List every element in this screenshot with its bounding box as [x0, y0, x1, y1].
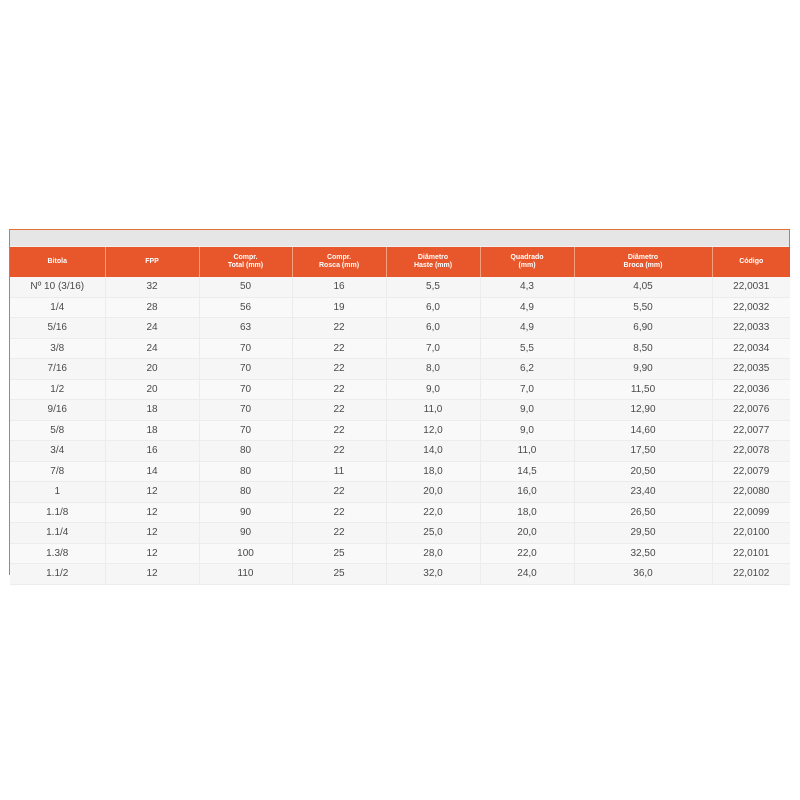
- table-cell-fpp: 12: [105, 482, 199, 503]
- table-cell-fpp: 16: [105, 441, 199, 462]
- table-cell-codigo: 22,0079: [712, 461, 790, 482]
- table-cell-bitola: 3/4: [10, 441, 105, 462]
- table-cell-compr-total: 70: [199, 420, 292, 441]
- table-cell-bitola: 5/16: [10, 318, 105, 339]
- table-cell-quadrado: 16,0: [480, 482, 574, 503]
- table-cell-fpp: 14: [105, 461, 199, 482]
- table-cell-compr-rosca: 19: [292, 297, 386, 318]
- table-row: [10, 318, 790, 339]
- table-cell-compr-total: 70: [199, 400, 292, 421]
- table-cell-compr-rosca: 22: [292, 420, 386, 441]
- table-cell-diametro-broca: 26,50: [574, 502, 712, 523]
- table-cell-fpp: 20: [105, 379, 199, 400]
- table-cell-diametro-broca: 4,05: [574, 277, 712, 297]
- table-cell-fpp: 24: [105, 338, 199, 359]
- table-cell-codigo: 22,0031: [712, 277, 790, 297]
- table-row: [10, 420, 790, 441]
- table-cell-compr-total: 80: [199, 482, 292, 503]
- table-cell-diametro-broca: 32,50: [574, 543, 712, 564]
- table-cell-codigo: 22,0080: [712, 482, 790, 503]
- column-header-line: Rosca (mm): [318, 262, 360, 269]
- column-header-diametro-haste: [386, 247, 480, 277]
- table-cell-diametro-broca: 9,90: [574, 359, 712, 380]
- column-header-compr-rosca: [292, 247, 386, 277]
- column-header-bitola: [10, 247, 105, 277]
- table-cell-fpp: 28: [105, 297, 199, 318]
- table-cell-fpp: 18: [105, 400, 199, 421]
- column-header-fpp: [105, 247, 199, 277]
- table-cell-fpp: 12: [105, 564, 199, 585]
- column-header-quadrado: [480, 247, 574, 277]
- column-header-line: Código: [739, 258, 764, 265]
- table-cell-quadrado: 18,0: [480, 502, 574, 523]
- table-cell-quadrado: 7,0: [480, 379, 574, 400]
- table-body: [10, 277, 790, 584]
- table-cell-codigo: 22,0035: [712, 359, 790, 380]
- table-cell-compr-rosca: 22: [292, 379, 386, 400]
- table-row: [10, 338, 790, 359]
- table-cell-quadrado: 20,0: [480, 523, 574, 544]
- table-cell-diametro-haste: 22,0: [386, 502, 480, 523]
- table-cell-diametro-haste: 20,0: [386, 482, 480, 503]
- table-cell-bitola: 7/16: [10, 359, 105, 380]
- table-row: [10, 277, 790, 297]
- column-header-diametro-broca: [574, 247, 712, 277]
- table-cell-bitola: 1.1/2: [10, 564, 105, 585]
- table-cell-compr-total: 80: [199, 441, 292, 462]
- column-header-line: Diâmetro: [417, 254, 449, 261]
- header-row: [10, 247, 790, 277]
- table-cell-diametro-broca: 29,50: [574, 523, 712, 544]
- table-cell-compr-rosca: 22: [292, 400, 386, 421]
- table-cell-compr-rosca: 22: [292, 482, 386, 503]
- table-cell-codigo: 22,0099: [712, 502, 790, 523]
- table-cell-quadrado: 4,3: [480, 277, 574, 297]
- column-header-line: Bitola: [47, 258, 67, 265]
- table-cell-compr-total: 63: [199, 318, 292, 339]
- table-cell-fpp: 32: [105, 277, 199, 297]
- table-cell-quadrado: 5,5: [480, 338, 574, 359]
- table-cell-compr-rosca: 22: [292, 523, 386, 544]
- table-cell-codigo: 22,0032: [712, 297, 790, 318]
- table-cell-quadrado: 4,9: [480, 297, 574, 318]
- table-cell-compr-total: 56: [199, 297, 292, 318]
- table-cell-compr-total: 100: [199, 543, 292, 564]
- table-row: [10, 400, 790, 421]
- column-header-line: Total (mm): [227, 262, 264, 269]
- table-cell-diametro-haste: 5,5: [386, 277, 480, 297]
- table-cell-diametro-broca: 36,0: [574, 564, 712, 585]
- table-cell-diametro-haste: 6,0: [386, 318, 480, 339]
- table-cell-quadrado: 22,0: [480, 543, 574, 564]
- table-cell-compr-total: 70: [199, 338, 292, 359]
- table-row: [10, 543, 790, 564]
- table-cell-diametro-haste: 11,0: [386, 400, 480, 421]
- spec-table-container: [9, 229, 790, 580]
- column-header-compr-total: [199, 247, 292, 277]
- table-cell-fpp: 12: [105, 502, 199, 523]
- table-row: [10, 359, 790, 380]
- column-header-line: Compr.: [233, 254, 258, 261]
- table-cell-diametro-broca: 5,50: [574, 297, 712, 318]
- table-cell-codigo: 22,0078: [712, 441, 790, 462]
- table-cell-quadrado: 6,2: [480, 359, 574, 380]
- table-cell-diametro-haste: 25,0: [386, 523, 480, 544]
- column-header-line: (mm): [518, 262, 536, 269]
- table-cell-bitola: 1/4: [10, 297, 105, 318]
- table-cell-codigo: 22,0100: [712, 523, 790, 544]
- column-header-line: Diâmetro: [627, 254, 659, 261]
- table-cell-diametro-broca: 14,60: [574, 420, 712, 441]
- table-cell-bitola: 1.1/4: [10, 523, 105, 544]
- table-cell-diametro-haste: 8,0: [386, 359, 480, 380]
- table-cell-diametro-haste: 18,0: [386, 461, 480, 482]
- table-cell-compr-rosca: 22: [292, 359, 386, 380]
- table-cell-fpp: 18: [105, 420, 199, 441]
- table-row: [10, 441, 790, 462]
- table-cell-bitola: 5/8: [10, 420, 105, 441]
- table-row: [10, 379, 790, 400]
- table-cell-bitola: 1.1/8: [10, 502, 105, 523]
- table-cell-codigo: 22,0101: [712, 543, 790, 564]
- table-cell-compr-total: 80: [199, 461, 292, 482]
- table-cell-compr-total: 110: [199, 564, 292, 585]
- column-header-line: Quadrado: [510, 254, 544, 261]
- table-cell-diametro-haste: 9,0: [386, 379, 480, 400]
- table-cell-quadrado: 4,9: [480, 318, 574, 339]
- table-cell-diametro-broca: 11,50: [574, 379, 712, 400]
- table-cell-diametro-haste: 6,0: [386, 297, 480, 318]
- table-cell-codigo: 22,0036: [712, 379, 790, 400]
- column-header-line: Compr.: [326, 254, 352, 261]
- table-cell-bitola: 1/2: [10, 379, 105, 400]
- column-header-codigo: [712, 247, 790, 277]
- table-cell-diametro-broca: 8,50: [574, 338, 712, 359]
- table-cell-quadrado: 9,0: [480, 420, 574, 441]
- table-cell-codigo: 22,0034: [712, 338, 790, 359]
- table-row: [10, 523, 790, 544]
- table-cell-compr-rosca: 22: [292, 441, 386, 462]
- table-cell-fpp: 12: [105, 543, 199, 564]
- table-cell-fpp: 20: [105, 359, 199, 380]
- table-cell-compr-rosca: 22: [292, 318, 386, 339]
- table-cell-bitola: 1.3/8: [10, 543, 105, 564]
- table-cell-diametro-broca: 23,40: [574, 482, 712, 503]
- table-cell-codigo: 22,0076: [712, 400, 790, 421]
- table-header: [10, 247, 790, 277]
- table-top-band: [10, 230, 789, 247]
- table-cell-codigo: 22,0102: [712, 564, 790, 585]
- table-cell-quadrado: 11,0: [480, 441, 574, 462]
- table-cell-compr-rosca: 22: [292, 502, 386, 523]
- column-header-line: Broca (mm): [623, 262, 663, 269]
- table-cell-compr-total: 90: [199, 502, 292, 523]
- table-cell-fpp: 12: [105, 523, 199, 544]
- table-cell-compr-rosca: 22: [292, 338, 386, 359]
- table-cell-compr-rosca: 25: [292, 564, 386, 585]
- table-cell-quadrado: 24,0: [480, 564, 574, 585]
- table-cell-quadrado: 14,5: [480, 461, 574, 482]
- table-cell-diametro-broca: 20,50: [574, 461, 712, 482]
- table-cell-bitola: 9/16: [10, 400, 105, 421]
- table-row: [10, 564, 790, 585]
- table-cell-compr-rosca: 25: [292, 543, 386, 564]
- table-row: [10, 502, 790, 523]
- table-cell-fpp: 24: [105, 318, 199, 339]
- table-cell-quadrado: 9,0: [480, 400, 574, 421]
- table-cell-bitola: Nº 10 (3/16): [10, 277, 105, 297]
- table-cell-diametro-broca: 6,90: [574, 318, 712, 339]
- table-cell-compr-total: 70: [199, 359, 292, 380]
- table-cell-bitola: 1: [10, 482, 105, 503]
- table-cell-diametro-broca: 12,90: [574, 400, 712, 421]
- table-cell-codigo: 22,0077: [712, 420, 790, 441]
- table-cell-diametro-haste: 12,0: [386, 420, 480, 441]
- table-cell-diametro-haste: 7,0: [386, 338, 480, 359]
- table-cell-diametro-haste: 32,0: [386, 564, 480, 585]
- table-row: [10, 461, 790, 482]
- table-cell-compr-total: 70: [199, 379, 292, 400]
- table-cell-bitola: 7/8: [10, 461, 105, 482]
- table-cell-compr-total: 50: [199, 277, 292, 297]
- table-cell-bitola: 3/8: [10, 338, 105, 359]
- table-cell-codigo: 22,0033: [712, 318, 790, 339]
- spec-table: [10, 247, 790, 585]
- table-cell-compr-rosca: 11: [292, 461, 386, 482]
- table-row: [10, 297, 790, 318]
- table-row: [10, 482, 790, 503]
- table-cell-compr-rosca: 16: [292, 277, 386, 297]
- table-cell-compr-total: 90: [199, 523, 292, 544]
- column-header-line: Haste (mm): [413, 262, 453, 269]
- table-cell-diametro-haste: 14,0: [386, 441, 480, 462]
- table-cell-diametro-haste: 28,0: [386, 543, 480, 564]
- table-cell-diametro-broca: 17,50: [574, 441, 712, 462]
- column-header-line: FPP: [145, 258, 159, 265]
